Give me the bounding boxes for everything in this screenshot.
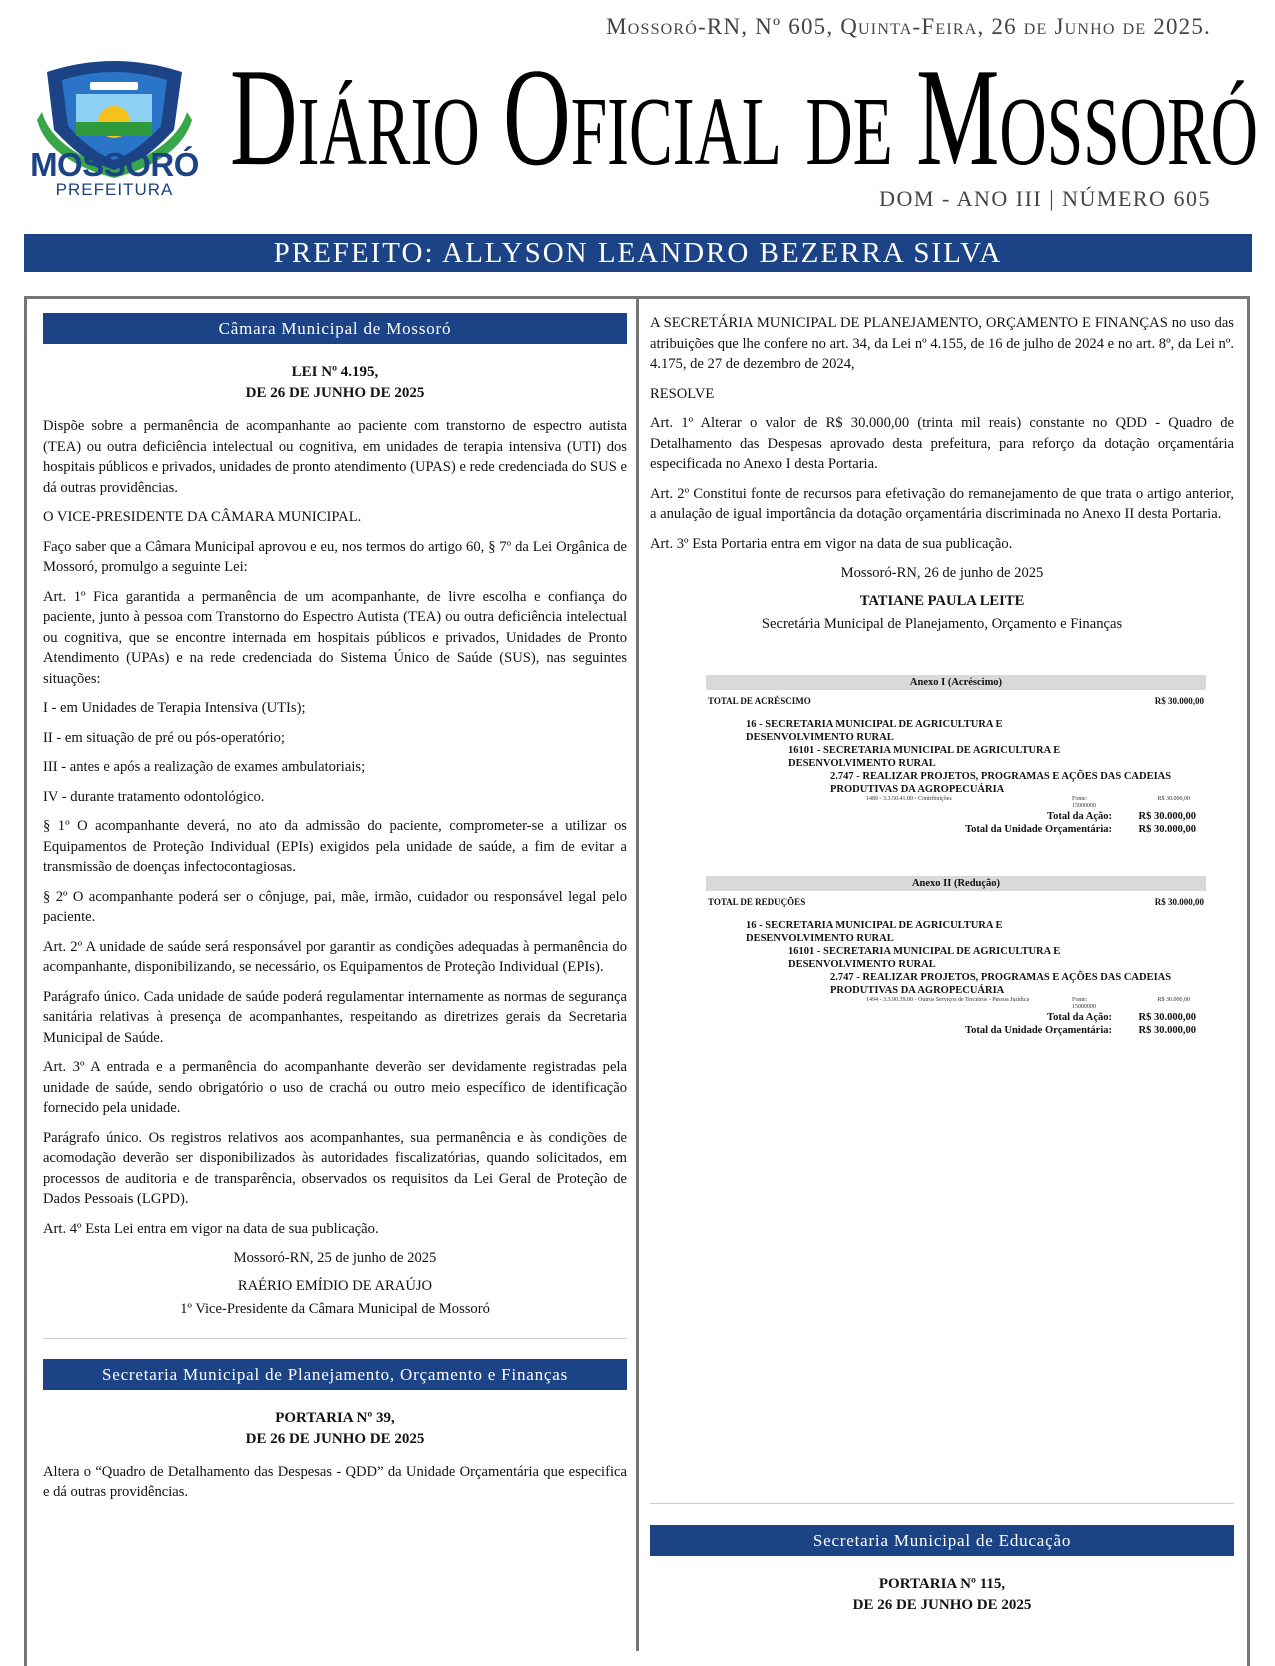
annex-1-action-total-value: R$ 30.000,00 [1138,810,1196,822]
annex-2-unit-total [706,1024,1206,1037]
masthead-title [230,42,1258,182]
portaria-summary: Altera o “Quadro de Detalhamento das Despesas - QDD” da Unidade Orçamentária que especifica e dá outras providências. [43,1463,627,1500]
law-paragraph: § 2º O acompanhante poderá ser o cônjuge, pai, mãe, irmão, cuidador ou responsável legal pelo paciente. [43,888,627,925]
portaria-article-3: Art. 3º Esta Portaria entra em vigor na data de sua publicação. [650,535,1013,552]
law-item: III - antes e após a realização de exames ambulatoriais; [43,759,366,775]
portaria-preamble: A SECRETÁRIA MUNICIPAL DE PLANEJAMENTO, ORÇAMENTO E FINANÇAS no uso das atribuições que lhe confere no art. 34, da Lei nº 4.155, de 16 de julho de 2024 e no art. 8º, da Lei nº. 4.175, de 27 de dezembro de 2024, [650,315,1234,372]
portaria-resolve: RESOLVE [650,385,715,402]
annex-2-unit: 16101 - SECRETARIA MUNICIPAL DE AGRICULTURA E DESENVOLVIMENTO RURAL [788,945,1061,970]
portaria-115-date: DE 26 DE JUNHO DE 2025 [852,1597,1032,1613]
portaria-signer-name: TATIANE PAULA LEITE [859,592,1025,609]
annex-2-org: 16 - SECRETARIA MUNICIPAL DE AGRICULTURA E DESENVOLVIMENTO RURAL [746,919,1003,944]
annex-1-total-value: R$ 30.000,00 [1154,695,1204,706]
column-divider [636,299,639,1651]
law-item: II - em situação de pré ou pós-operatório; [43,729,285,746]
law-signer-name: RAÉRIO EMÍDIO DE ARAÚJO [237,1277,433,1294]
annex-2-source [1072,997,1142,1011]
annex-1-action: 2.747 - REALIZAR PROJETOS, PROGRAMAS E AÇÕES DAS CADEIAS PRODUTIVAS DA AGROPECUÁRIA [830,770,1172,795]
law-paragraph: Parágrafo único. Cada unidade de saúde poderá regulamentar internamente as normas de segurança sanitária relativas à presença de acompanhantes, respeitando as diretrizes gerais da Secretaria Municipal de Saúde. [43,988,627,1046]
annex-1-action-total [706,810,1206,823]
annex-2-element: 1494 - 3.3.90.39.00 - Outros Serviços de Terceiros - Pessoa Jurídica [866,996,1030,1003]
section-title-seplan: Secretaria Municipal de Planejamento, Orçamento e Finanças [43,1359,627,1390]
annex-1-action-total-label: Total da Ação: [1047,810,1112,822]
annex-1-unit-total [706,823,1206,836]
annex-1-source-label: Fonte: [1072,795,1088,802]
annex-2-total-label: TOTAL DE REDUÇÕES [708,896,806,907]
section-divider [43,1338,627,1339]
law-title [43,362,627,404]
annex-2-title: Anexo II (Redução) [706,876,1206,891]
section-title-camara: Câmara Municipal de Mossoró [43,313,627,344]
section-divider [650,1503,1234,1504]
annex-2-table [706,876,1206,1037]
education-section [650,1525,1234,1628]
portaria-article-2: Art. 2º Constitui fonte de recursos para efetivação do remanejamento de que trata o artigo anterior, a anulação de igual importância da dotação orçamentária discriminada no Anexo II desta Portaria. [650,485,1234,522]
annex-1-total [706,695,1206,708]
annex-1-element-row [706,796,1206,810]
header-date-line: Mossoró-RN, Nº 605, Quinta-Feira, 26 de Junho de 2025. [606,14,1211,39]
law-number: LEI Nº 4.195, [291,364,379,380]
law-item: I - em Unidades de Terapia Intensiva (UTIs); [43,700,306,716]
annex-1-org: 16 - SECRETARIA MUNICIPAL DE AGRICULTURA E DESENVOLVIMENTO RURAL [746,718,1003,743]
annex-1-title: Anexo I (Acréscimo) [706,675,1206,690]
annex-2-source-label: Fonte: [1072,996,1088,1003]
portaria-title [43,1408,627,1450]
law-article-2: Art. 2º A unidade de saúde será responsável por garantir as condições adequadas à permanência do acompanhante, disponibilizando, se necessário, os Equipamentos de Proteção Individual (EPIs). [43,938,627,975]
section-title-educacao: Secretaria Municipal de Educação [650,1525,1234,1556]
annex-1-unit: 16101 - SECRETARIA MUNICIPAL DE AGRICULTURA E DESENVOLVIMENTO RURAL [788,744,1061,769]
law-paragraph: Parágrafo único. Os registros relativos aos acompanhantes, sua permanência e às condições de acomodação deverão ser disponibilizados às autoridades fiscalizatórias, quando solicitados, em processos de auditoria e de transparência, observados os requisitos da Lei Geral de Proteção de Dados Pessoais (LGPD). [43,1129,627,1207]
right-column [650,313,1234,1037]
law-signer-role: 1º Vice-Presidente da Câmara Municipal de Mossoró [180,1300,490,1317]
annex-1-element-value: R$ 30.000,00 [1157,795,1190,802]
annex-1-table [706,675,1206,836]
portaria-place-date: Mossoró-RN, 26 de junho de 2025 [840,565,1044,581]
law-article-1: Art. 1º Fica garantida a permanência de um acompanhante, de livre escolha e confiança do paciente, junto à pessoa com Transtorno do Espectro Autista (TEA) ou outra deficiência intelectual ou cognitiva, que se encontre internada em hospitais públicos e privados, Unidades de Pronto Atendimento (UPAs) e na rede credenciada do Sistema Único de Saúde (SUS), nas seguintes situações: [43,588,627,687]
portaria-115-number: PORTARIA Nº 115, [878,1576,1006,1592]
law-article-3: Art. 3º A entrada e a permanência do acompanhante deverão ser devidamente registradas pela unidade de saúde, sendo obrigatório o uso de crachá ou outro meio específico de identificação fornecido pela unidade. [43,1059,627,1116]
portaria-article-1: Art. 1º Alterar o valor de R$ 30.000,00 (trinta mil reais) constante no QDD - Quadro de Detalhamento das Despesas aprovado desta prefeitura, para reforço da dotação orçamentária especificada no Anexo I desta Portaria. [650,415,1234,472]
annex-2-total-value: R$ 30.000,00 [1154,896,1204,907]
annex-1-element: 1489 - 3.3.50.41.00 - Contribuições [866,795,952,802]
annex-2-source-code: 15000000 [1072,1003,1096,1010]
annex-2-unit-total-value: R$ 30.000,00 [1138,1024,1196,1036]
law-date: DE 26 DE JUNHO DE 2025 [245,385,425,401]
portaria-number: PORTARIA Nº 39, [275,1409,395,1426]
annex-2-unit-total-label: Total da Unidade Orçamentária: [965,1024,1112,1036]
annex-2-element-value: R$ 30.000,00 [1157,996,1190,1003]
law-item: IV - durante tratamento odontológico. [43,788,265,805]
annex-2-element-row [706,997,1206,1011]
logo-subtitle: PREFEITURA [55,180,174,199]
law-place-date: Mossoró-RN, 25 de junho de 2025 [233,1250,437,1266]
law-paragraph: Faço saber que a Câmara Municipal aprovou e eu, nos termos do artigo 60, § 7º da Lei Orgânica de Mossoró, promulgo a seguinte Lei: [43,538,627,575]
law-paragraph: O VICE-PRESIDENTE DA CÂMARA MUNICIPAL. [43,509,362,525]
prefeitura-logo [22,52,207,202]
left-column [43,313,627,1512]
annex-1-total-label: TOTAL DE ACRÉSCIMO [708,695,811,706]
masthead-title-text: Diário Oficial de Mossoró [230,42,1258,182]
mayor-band: PREFEITO: ALLYSON LEANDRO BEZERRA SILVA [24,234,1252,272]
annex-2-action-total-value: R$ 30.000,00 [1138,1011,1196,1023]
law-paragraph: § 1º O acompanhante deverá, no ato da admissão do paciente, comprometer-se a utilizar os Equipamentos de Proteção Individual (EPIs) exigidos pela unidade de saúde, a fim de evitar a transmissão de doenças infectocontagiosas. [43,818,627,875]
annex-1-source-code: 15000000 [1072,802,1096,809]
annex-1-unit-total-value: R$ 30.000,00 [1138,823,1196,835]
annex-2-action: 2.747 - REALIZAR PROJETOS, PROGRAMAS E AÇÕES DAS CADEIAS PRODUTIVAS DA AGROPECUÁRIA [830,971,1172,996]
annex-2-action-total-label: Total da Ação: [1047,1011,1112,1023]
dom-number: DOM - ANO III | NÚMERO 605 [879,186,1211,211]
logo-city-name: MOSSORÓ [30,146,199,183]
portaria-date: DE 26 DE JUNHO DE 2025 [245,1430,425,1447]
law-ementa: Dispõe sobre a permanência de acompanhante ao paciente com transtorno de espectro autista (TEA) ou outra deficiência intelectual ou cognitiva, em unidades de terapia intensiva (UTI) dos hospitais públicos e privados, unidades de pronto atendimento (UPAS) e rede credenciada do SUS e dá outras providências. [43,418,627,496]
law-article-4: Art. 4º Esta Lei entra em vigor na data de sua publicação. [43,1220,379,1237]
annex-1-source [1072,796,1142,810]
annex-2-action-total [706,1011,1206,1024]
annex-1-unit-total-label: Total da Unidade Orçamentária: [965,823,1112,835]
portaria-signer-role: Secretária Municipal de Planejamento, Orçamento e Finanças [761,615,1123,632]
annex-2-total [706,896,1206,909]
portaria-115-title [650,1574,1234,1616]
